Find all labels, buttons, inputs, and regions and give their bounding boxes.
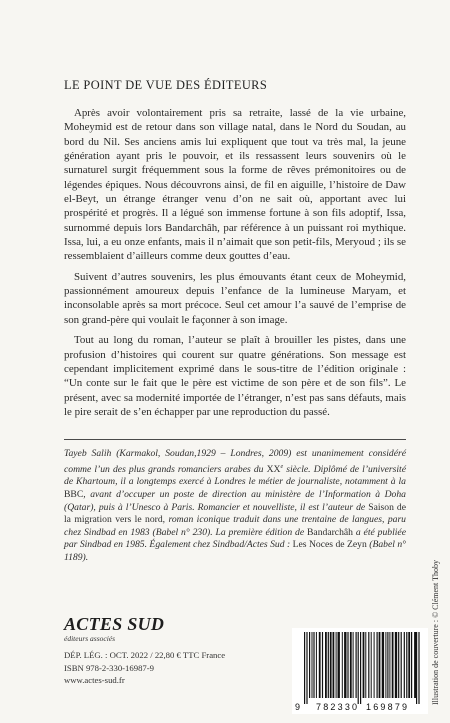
barcode-bar bbox=[319, 632, 321, 698]
page-title: LE POINT DE VUE DES ÉDITEURS bbox=[64, 78, 268, 92]
website: www.actes-sud.fr bbox=[64, 675, 125, 685]
synopsis-paragraph: Après avoir volontairement pris sa retraite, lassé de la vie urbaine, Moheymid est de retour dans son village natal, dans le Nord du Soudan, au bord du Nil. Ses anciens amis lui expliquent que tout va très mal, la jeune génération ayant pris le pouvoir, et ils ressassent leurs souvenirs où le surnaturel surgit fréquemment sous la forme de rêves prémonitoires ou de légendes épiques. Nous découvrons ainsi, de fil en aiguille, l’histoire de Daw el-Beyt, un étrange étranger venu d’on ne sait où, apportant avec lui prospérité et progrès. Il a légué son immense fortune à son fils adoptif, Issa, surnommé depuis lors Bandarchâh, par référence à un puissant roi mythique. Issa, lui, a eu onze enfants, mais il n’aimait que son petit-fils, Meryoud ; ils se ressemblaient d’ailleurs comme deux gouttes d’eau. bbox=[64, 107, 406, 263]
barcode-bar bbox=[382, 632, 384, 698]
bio-book-title: Bandarchâh bbox=[307, 526, 353, 538]
synopsis-paragraph: Tout au long du roman, l’auteur se plaît à brouiller les pistes, dans une profusion d’histoires qui courent sur quatre générations. Son message est cependant implicitement exprimé dans le sous-titre de l’édition originale : “Un conte sur le fait que le père est victime de son père et de son fils”. Le présent, avec sa modernité importée de l’étranger, n’est pas sans défauts, mais le pire serait de s’en échapper par une reproduction du passé. bbox=[64, 334, 406, 418]
barcode-bar bbox=[411, 632, 412, 698]
barcode-bar bbox=[322, 632, 323, 698]
barcode-bar bbox=[392, 632, 394, 698]
barcode-bar bbox=[313, 632, 314, 698]
bio-text: a été publiée par Sindbad en 1985. Également chez Sindbad/Actes Sud : bbox=[64, 526, 406, 551]
barcode-bar bbox=[333, 632, 335, 698]
bio-text: siècle. Diplômé de l’université de Khartoum, il a longtemps exercé à Londres le métier de journaliste, notamment à la bbox=[64, 463, 406, 488]
barcode-bar bbox=[395, 632, 397, 698]
barcode-bar bbox=[304, 632, 305, 704]
barcode-bar bbox=[377, 632, 378, 698]
barcode-bar bbox=[330, 632, 332, 698]
barcode-bar bbox=[389, 632, 390, 698]
barcode-bar bbox=[398, 632, 399, 698]
imprint bbox=[64, 649, 225, 687]
barcode-bar bbox=[358, 632, 359, 704]
publisher-subtitle: éditeurs associés bbox=[64, 634, 116, 643]
barcode-bar bbox=[306, 632, 307, 704]
barcode-bar bbox=[368, 632, 369, 698]
barcode-bar bbox=[353, 632, 354, 698]
barcode-bar bbox=[342, 632, 343, 698]
barcode-bar bbox=[401, 632, 402, 698]
synopsis bbox=[64, 106, 406, 425]
bio-bbc: BBC bbox=[64, 489, 84, 500]
bio-book-title: Les Noces de Zeyn bbox=[292, 539, 367, 551]
barcode-digit-first: 9 bbox=[295, 702, 301, 712]
barcode-bar bbox=[387, 632, 388, 698]
barcode-bar bbox=[309, 632, 310, 698]
bio-text: , avant d’occuper un poste de direction au ministère de l’Information à Doha (Qatar), puis à l’Unesco à Paris. Romancier et nouvelliste, il est l’auteur de bbox=[64, 489, 406, 513]
bio-text: (Babel n° 1189). bbox=[64, 539, 407, 563]
barcode-bar bbox=[316, 632, 317, 698]
barcode-bar bbox=[385, 632, 386, 698]
legal-deposit: DÉP. LÉG. : OCT. 2022 / 22,80 € TTC France bbox=[64, 650, 226, 660]
barcode-bar bbox=[406, 632, 407, 698]
barcode-bar bbox=[416, 632, 417, 704]
isbn: ISBN 978-2-330-16987-9 bbox=[64, 662, 155, 673]
author-bio bbox=[64, 448, 406, 565]
bio-century-sup: e bbox=[280, 463, 284, 470]
barcode-bar bbox=[325, 632, 327, 698]
barcode-bar bbox=[374, 632, 375, 698]
barcode-bar bbox=[328, 632, 329, 698]
barcode-icon bbox=[292, 628, 428, 714]
barcode-bar bbox=[363, 632, 365, 698]
publisher-logo: ACTES SUD bbox=[64, 614, 165, 634]
barcode-bar bbox=[379, 632, 381, 698]
cover-credit: Illustration de couverture : © Clément Thoby bbox=[431, 559, 440, 705]
barcode-bar bbox=[350, 632, 352, 698]
bio-text: Tayeb Salih (Karmakol, Soudan,1929 – Londres, 2009) est unanimement considéré comme l’un des plus grands romanciers arabes du bbox=[64, 448, 406, 475]
barcode-bar bbox=[312, 632, 313, 698]
barcode-bar bbox=[365, 632, 366, 698]
bio-text: , roman iconique traduit dans une trentaine de langues, paru chez Sindbad en 1983 (Babel n° 230). La première édition de bbox=[64, 514, 406, 538]
divider bbox=[64, 439, 406, 440]
barcode-digits-left: 782330 bbox=[316, 702, 360, 712]
bio-century: XX bbox=[266, 463, 281, 475]
barcode-bar bbox=[344, 632, 346, 698]
barcode-digits-right: 169879 bbox=[366, 702, 410, 712]
barcode-bar bbox=[347, 632, 348, 698]
barcode-bar bbox=[371, 632, 372, 698]
barcode-bar bbox=[418, 632, 419, 704]
barcode-bar bbox=[404, 632, 405, 698]
barcode-bar bbox=[356, 632, 357, 698]
synopsis-paragraph: Suivent d’autres souvenirs, les plus émouvants étant ceux de Moheymid, passionnément amoureux depuis l’enfance de la lumineuse Maryam, et inconsolable après sa mort précoce. Seul cet amour l’a sauvé de l’emprise de son grand-père qui voulait le façonner à son image. bbox=[64, 270, 406, 326]
bio-book-title: Saison de la migration vers le nord bbox=[64, 501, 406, 526]
barcode-bar bbox=[336, 632, 337, 698]
barcode-bar bbox=[408, 632, 410, 698]
barcode-bar bbox=[338, 632, 340, 698]
barcode-bar bbox=[360, 632, 361, 704]
